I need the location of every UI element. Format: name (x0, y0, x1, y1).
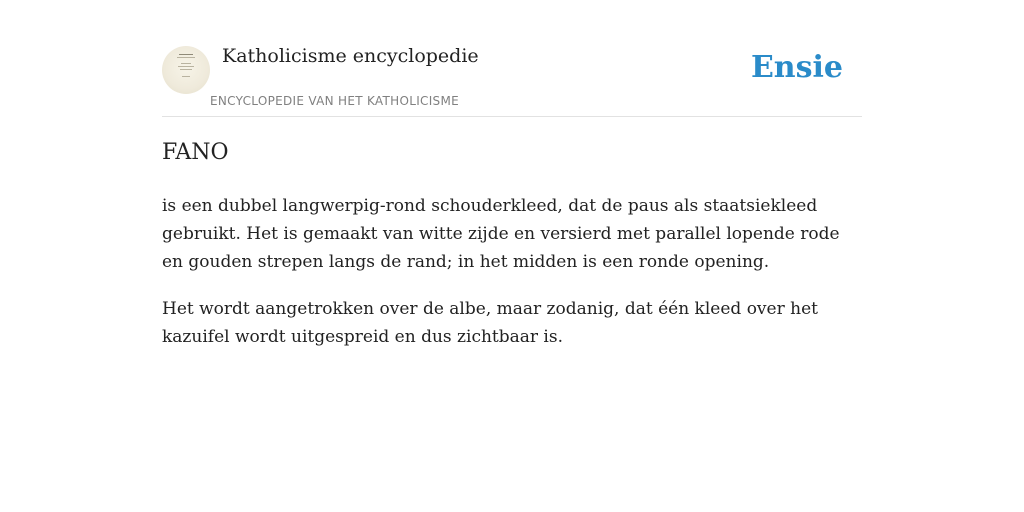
entry-title: FANO (162, 140, 229, 165)
book-subtitle: ENCYCLOPEDIE VAN HET KATHOLICISME (210, 94, 459, 108)
book-cover-thumbnail[interactable] (162, 46, 210, 94)
ensie-logo-link[interactable]: Ensie (750, 50, 843, 85)
entry-paragraph: Het wordt aangetrokken over de albe, maar zodanig, dat één kleed over het kazuifel wordt uitgespreid en dus zichtbaar is. (162, 299, 818, 347)
book-title-link[interactable]: Katholicisme encyclopedie (222, 45, 479, 67)
book-cover-image (176, 52, 196, 86)
entry-header (162, 0, 862, 117)
entry-body (162, 192, 862, 370)
entry-paragraph: is een dubbel langwerpig-rond schouderkleed, dat de paus als staatsiekleed gebruikt. Het is gemaakt van witte zijde en versierd met parallel lopende rode en gouden strepen langs de rand; in het midden is een ronde opening. (162, 196, 840, 272)
page-container (162, 0, 862, 512)
